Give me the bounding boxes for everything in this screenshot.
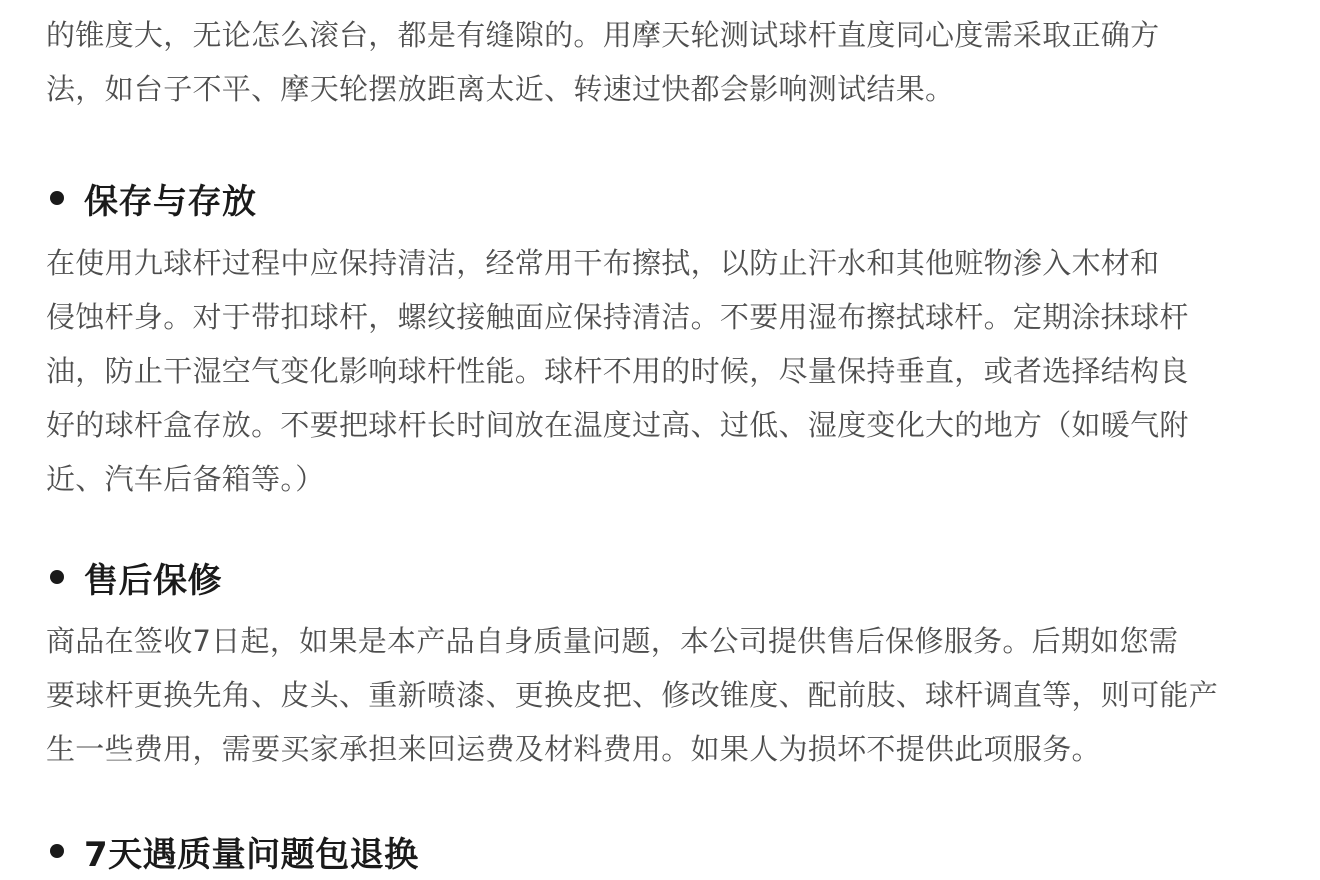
intro-paragraph bbox=[46, 8, 1278, 116]
paragraph-line: 油，防止干湿空气变化影响球杆性能。球杆不用的时候，尽量保持垂直，或者选择结构良 bbox=[46, 354, 1189, 388]
paragraph-line: 的锥度大，无论怎么滚台，都是有缝隙的。用摩天轮测试球杆直度同心度需采取正确方 bbox=[46, 18, 1160, 52]
storage-paragraph bbox=[46, 236, 1278, 506]
section-heading-return-policy bbox=[46, 826, 419, 876]
bullet-icon bbox=[50, 844, 64, 858]
section-heading-text: 售后保修 bbox=[84, 560, 222, 601]
paragraph-line: 近、汽车后备箱等。） bbox=[46, 462, 325, 496]
paragraph-line: 侵蚀杆身。对于带扣球杆，螺纹接触面应保持清洁。不要用湿布擦拭球杆。定期涂抹球杆 bbox=[46, 300, 1189, 334]
bullet-icon bbox=[50, 570, 64, 584]
paragraph-line: 商品在签收7日起，如果是本产品自身质量问题，本公司提供售后保修服务。后期如您需 bbox=[46, 624, 1179, 658]
paragraph-line: 法，如台子不平、摩天轮摆放距离太近、转速过快都会影响测试结果。 bbox=[46, 72, 955, 106]
section-heading-storage bbox=[46, 173, 257, 223]
paragraph-line: 要球杆更换先角、皮头、重新喷漆、更换皮把、修改锥度、配前肢、球杆调直等，则可能产 bbox=[46, 678, 1219, 712]
section-heading-after-sales bbox=[46, 552, 222, 602]
section-heading-text: 保存与存放 bbox=[84, 181, 257, 222]
paragraph-line: 在使用九球杆过程中应保持清洁，经常用干布擦拭，以防止汗水和其他赃物渗入木材和 bbox=[46, 246, 1160, 280]
section-heading-text: 7天遇质量问题包退换 bbox=[84, 834, 419, 875]
after-sales-paragraph bbox=[46, 614, 1278, 776]
paragraph-line: 生一些费用，需要买家承担来回运费及材料费用。如果人为损坏不提供此项服务。 bbox=[46, 732, 1101, 766]
bullet-icon bbox=[50, 191, 64, 205]
paragraph-line: 好的球杆盒存放。不要把球杆长时间放在温度过高、过低、湿度变化大的地方（如暖气附 bbox=[46, 408, 1189, 442]
